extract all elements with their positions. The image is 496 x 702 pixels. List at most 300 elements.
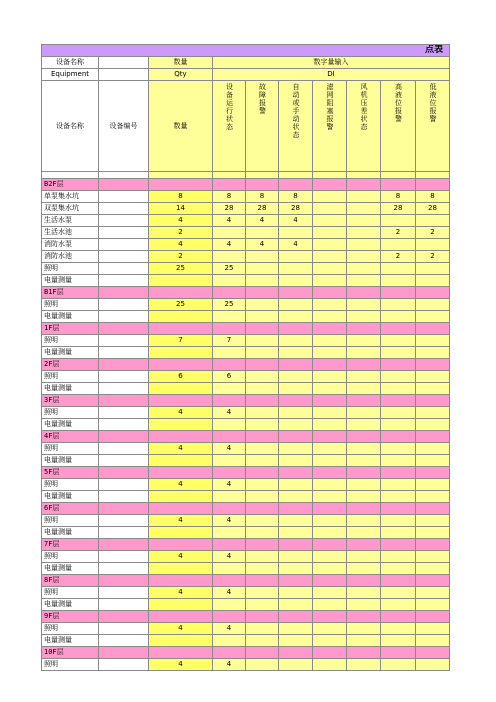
di-value-cell: [381, 239, 416, 251]
floor-cell: [99, 395, 149, 407]
spacer-cell: [381, 172, 416, 179]
di-value-cell: [213, 347, 246, 359]
di-value-cell: 4: [213, 215, 246, 227]
di-value-cell: [347, 587, 381, 599]
spacer-cell: [42, 172, 99, 179]
di-value-cell: [416, 527, 450, 539]
quantity-cell: 8: [149, 191, 213, 203]
spacer-cell: [416, 172, 450, 179]
equipment-code: [99, 407, 149, 419]
di-value-cell: [347, 527, 381, 539]
di-value-cell: [381, 551, 416, 563]
di-value-cell: [213, 275, 246, 287]
di-value-cell: 2: [381, 251, 416, 263]
di-value-cell: [313, 191, 347, 203]
di-value-cell: [313, 299, 347, 311]
floor-cell: [246, 575, 279, 587]
di-value-cell: [313, 311, 347, 323]
header-name-cn: 设备名称: [42, 57, 99, 69]
di-value-cell: [279, 263, 313, 275]
floor-cell: [149, 287, 213, 299]
di-value-cell: [381, 215, 416, 227]
equipment-code: [99, 599, 149, 611]
equipment-name: 电量测量: [42, 275, 99, 287]
quantity-cell: 4: [149, 551, 213, 563]
floor-row: [42, 575, 450, 587]
floor-cell: [347, 647, 381, 659]
floor-cell: [213, 287, 246, 299]
di-value-cell: [416, 419, 450, 431]
quantity-cell: 4: [149, 515, 213, 527]
floor-cell: [213, 323, 246, 335]
di-value-cell: [279, 623, 313, 635]
header-name-en: Equipment: [42, 69, 99, 81]
di-value-cell: [416, 599, 450, 611]
floor-cell: [347, 395, 381, 407]
floor-label: B2F层: [42, 179, 99, 191]
di-value-cell: [347, 335, 381, 347]
quantity-cell: 4: [149, 623, 213, 635]
table-row: [42, 635, 450, 647]
di-value-cell: [381, 371, 416, 383]
floor-cell: [313, 647, 347, 659]
di-value-cell: [347, 419, 381, 431]
di-value-cell: [381, 635, 416, 647]
di-value-cell: 4: [213, 551, 246, 563]
floor-cell: [416, 323, 450, 335]
floor-cell: [347, 503, 381, 515]
quantity-cell: 4: [149, 215, 213, 227]
di-value-cell: 8: [279, 191, 313, 203]
equipment-name: 照明: [42, 587, 99, 599]
di-value-cell: [416, 659, 450, 671]
di-value-cell: [347, 635, 381, 647]
di-value-cell: [313, 407, 347, 419]
di-value-cell: [279, 407, 313, 419]
equipment-code: [99, 335, 149, 347]
equipment-name: 电量测量: [42, 491, 99, 503]
di-value-cell: [347, 479, 381, 491]
floor-cell: [246, 323, 279, 335]
table-row: [42, 527, 450, 539]
di-value-cell: [347, 659, 381, 671]
di-value-cell: [279, 335, 313, 347]
floor-row: [42, 431, 450, 443]
header-di-label: 高液位报警: [394, 83, 403, 123]
di-value-cell: 25: [213, 263, 246, 275]
di-value-cell: [246, 263, 279, 275]
equipment-code: [99, 275, 149, 287]
di-value-cell: [246, 563, 279, 575]
spacer-cell: [313, 172, 347, 179]
di-value-cell: [213, 227, 246, 239]
equipment-code: [99, 299, 149, 311]
di-value-cell: [313, 551, 347, 563]
floor-cell: [347, 323, 381, 335]
floor-cell: [279, 539, 313, 551]
floor-cell: [381, 287, 416, 299]
table-row: [42, 551, 450, 563]
di-value-cell: [347, 563, 381, 575]
floor-cell: [246, 647, 279, 659]
floor-row: [42, 395, 450, 407]
di-value-cell: [279, 311, 313, 323]
quantity-cell: 4: [149, 239, 213, 251]
floor-cell: [347, 611, 381, 623]
di-value-cell: [381, 587, 416, 599]
table-row: [42, 275, 450, 287]
floor-cell: [279, 395, 313, 407]
di-value-cell: [347, 443, 381, 455]
equipment-name: 电量测量: [42, 311, 99, 323]
di-value-cell: [313, 587, 347, 599]
table-row: [42, 659, 450, 671]
floor-cell: [416, 467, 450, 479]
di-value-cell: 4: [213, 407, 246, 419]
table-row: [42, 419, 450, 431]
equipment-name: 消防水泵: [42, 239, 99, 251]
di-value-cell: [313, 215, 347, 227]
di-value-cell: [246, 383, 279, 395]
di-value-cell: [381, 419, 416, 431]
floor-cell: [313, 467, 347, 479]
quantity-cell: [149, 311, 213, 323]
di-value-cell: [213, 491, 246, 503]
floor-cell: [99, 575, 149, 587]
floor-cell: [313, 611, 347, 623]
di-value-cell: [347, 215, 381, 227]
floor-cell: [99, 179, 149, 191]
equipment-name: 电量测量: [42, 455, 99, 467]
equipment-code: [99, 239, 149, 251]
title-cell: [42, 45, 450, 57]
floor-cell: [246, 503, 279, 515]
di-value-cell: [279, 371, 313, 383]
floor-cell: [149, 431, 213, 443]
table-row: [42, 299, 450, 311]
di-value-cell: [213, 563, 246, 575]
floor-cell: [279, 179, 313, 191]
equipment-name: 照明: [42, 623, 99, 635]
di-value-cell: [279, 515, 313, 527]
di-value-cell: [213, 527, 246, 539]
di-value-cell: 4: [213, 443, 246, 455]
floor-cell: [279, 287, 313, 299]
floor-cell: [149, 647, 213, 659]
floor-cell: [149, 467, 213, 479]
equipment-code: [99, 491, 149, 503]
di-value-cell: 2: [416, 227, 450, 239]
di-value-cell: [381, 527, 416, 539]
equipment-code: [99, 479, 149, 491]
header-di-col: [313, 81, 347, 172]
di-value-cell: [279, 251, 313, 263]
floor-cell: [279, 323, 313, 335]
floor-cell: [99, 323, 149, 335]
floor-cell: [313, 503, 347, 515]
di-value-cell: [313, 491, 347, 503]
table-row: [42, 371, 450, 383]
table-row: [42, 455, 450, 467]
floor-label: 7F层: [42, 539, 99, 551]
floor-cell: [381, 359, 416, 371]
floor-cell: [381, 395, 416, 407]
spacer-cell: [99, 172, 149, 179]
di-value-cell: [279, 659, 313, 671]
di-value-cell: [213, 251, 246, 263]
equipment-name: 照明: [42, 659, 99, 671]
floor-cell: [279, 431, 313, 443]
di-value-cell: 4: [246, 239, 279, 251]
equipment-code: [99, 623, 149, 635]
floor-cell: [99, 431, 149, 443]
floor-cell: [279, 611, 313, 623]
floor-cell: [149, 611, 213, 623]
di-value-cell: [279, 587, 313, 599]
di-value-cell: [381, 263, 416, 275]
floor-cell: [99, 611, 149, 623]
floor-cell: [381, 611, 416, 623]
di-value-cell: 6: [213, 371, 246, 383]
floor-cell: [416, 575, 450, 587]
equipment-code: [99, 263, 149, 275]
floor-cell: [246, 179, 279, 191]
floor-cell: [313, 179, 347, 191]
quantity-cell: [149, 383, 213, 395]
floor-cell: [381, 467, 416, 479]
floor-cell: [149, 179, 213, 191]
di-value-cell: 8: [213, 191, 246, 203]
floor-row: [42, 467, 450, 479]
quantity-cell: 2: [149, 227, 213, 239]
quantity-cell: 2: [149, 251, 213, 263]
di-value-cell: [279, 635, 313, 647]
di-value-cell: [246, 371, 279, 383]
floor-cell: [246, 395, 279, 407]
di-value-cell: [246, 227, 279, 239]
di-value-cell: [381, 383, 416, 395]
equipment-code: [99, 527, 149, 539]
table-row: [42, 227, 450, 239]
header-di-label: 滤网阻塞报警: [326, 83, 334, 131]
di-value-cell: [313, 251, 347, 263]
di-value-cell: [347, 407, 381, 419]
floor-cell: [313, 323, 347, 335]
di-value-cell: [381, 479, 416, 491]
quantity-cell: [149, 527, 213, 539]
equipment-name: 照明: [42, 407, 99, 419]
floor-cell: [313, 431, 347, 443]
header-di-label: 风机压差状态: [360, 83, 368, 131]
equipment-code: [99, 203, 149, 215]
quantity-cell: 4: [149, 479, 213, 491]
floor-cell: [313, 359, 347, 371]
floor-cell: [213, 647, 246, 659]
quantity-cell: 25: [149, 299, 213, 311]
di-value-cell: [416, 275, 450, 287]
di-value-cell: 4: [213, 587, 246, 599]
di-value-cell: [279, 455, 313, 467]
di-value-cell: [416, 491, 450, 503]
equipment-code: [99, 551, 149, 563]
di-value-cell: [313, 419, 347, 431]
di-value-cell: [416, 299, 450, 311]
di-value-cell: [313, 479, 347, 491]
floor-cell: [313, 539, 347, 551]
spacer-cell: [246, 172, 279, 179]
floor-cell: [149, 539, 213, 551]
floor-row: [42, 179, 450, 191]
floor-cell: [213, 395, 246, 407]
di-value-cell: [416, 383, 450, 395]
floor-label: 2F层: [42, 359, 99, 371]
table-row: [42, 515, 450, 527]
floor-cell: [246, 467, 279, 479]
di-value-cell: [313, 347, 347, 359]
di-value-cell: [347, 515, 381, 527]
floor-cell: [213, 179, 246, 191]
di-value-cell: [313, 203, 347, 215]
equipment-name: 照明: [42, 515, 99, 527]
floor-label: 1F层: [42, 323, 99, 335]
table-row: [42, 263, 450, 275]
floor-row: [42, 647, 450, 659]
floor-cell: [246, 287, 279, 299]
di-value-cell: [416, 551, 450, 563]
di-value-cell: [279, 599, 313, 611]
di-value-cell: [313, 635, 347, 647]
spacer-cell: [149, 172, 213, 179]
floor-label: 6F层: [42, 503, 99, 515]
di-value-cell: [347, 227, 381, 239]
table-row: [42, 491, 450, 503]
di-value-cell: [279, 527, 313, 539]
floor-cell: [416, 287, 450, 299]
di-value-cell: 28: [381, 203, 416, 215]
di-value-cell: [246, 491, 279, 503]
equipment-name: 电量测量: [42, 527, 99, 539]
di-value-cell: [313, 599, 347, 611]
header-di-en: DI: [213, 69, 450, 81]
floor-cell: [149, 395, 213, 407]
di-value-cell: [213, 599, 246, 611]
di-value-cell: [313, 335, 347, 347]
di-value-cell: [313, 227, 347, 239]
header-di-col: [213, 81, 246, 172]
table-row: [42, 383, 450, 395]
di-value-cell: [246, 551, 279, 563]
equipment-code: [99, 191, 149, 203]
di-value-cell: 25: [213, 299, 246, 311]
floor-cell: [416, 431, 450, 443]
floor-cell: [416, 647, 450, 659]
floor-label: 5F层: [42, 467, 99, 479]
di-value-cell: [416, 623, 450, 635]
di-value-cell: [347, 251, 381, 263]
di-value-cell: [416, 455, 450, 467]
di-value-cell: [246, 659, 279, 671]
table-row: [42, 623, 450, 635]
di-value-cell: [246, 527, 279, 539]
di-value-cell: [416, 347, 450, 359]
header-blank: [99, 57, 149, 69]
equipment-code: [99, 371, 149, 383]
quantity-cell: 14: [149, 203, 213, 215]
di-value-cell: [381, 275, 416, 287]
floor-cell: [381, 647, 416, 659]
di-value-cell: [279, 383, 313, 395]
di-value-cell: [347, 239, 381, 251]
di-value-cell: 28: [416, 203, 450, 215]
header-quantity: 数量: [149, 81, 213, 172]
floor-cell: [313, 287, 347, 299]
quantity-cell: 25: [149, 263, 213, 275]
di-value-cell: [246, 623, 279, 635]
di-value-cell: [246, 275, 279, 287]
di-value-cell: [279, 347, 313, 359]
di-value-cell: [381, 347, 416, 359]
equipment-code: [99, 251, 149, 263]
floor-label: 9F层: [42, 611, 99, 623]
header-di-col: [416, 81, 450, 172]
floor-cell: [416, 359, 450, 371]
di-value-cell: [347, 371, 381, 383]
header-equipment-name: 设备名称: [42, 81, 99, 172]
equipment-code: [99, 227, 149, 239]
floor-cell: [416, 179, 450, 191]
di-value-cell: [279, 443, 313, 455]
di-value-cell: [279, 227, 313, 239]
di-value-cell: [347, 311, 381, 323]
di-value-cell: [279, 563, 313, 575]
floor-cell: [99, 647, 149, 659]
di-value-cell: [381, 599, 416, 611]
equipment-code: [99, 311, 149, 323]
di-value-cell: [213, 383, 246, 395]
floor-row: [42, 503, 450, 515]
equipment-name: 照明: [42, 479, 99, 491]
floor-cell: [149, 323, 213, 335]
floor-cell: [99, 287, 149, 299]
floor-cell: [279, 467, 313, 479]
floor-cell: [381, 539, 416, 551]
spacer-cell: [279, 172, 313, 179]
header-di-label: 设备运行状态: [225, 83, 234, 131]
floor-cell: [381, 179, 416, 191]
di-value-cell: [381, 443, 416, 455]
table-row: [42, 203, 450, 215]
quantity-cell: [149, 347, 213, 359]
di-value-cell: [381, 455, 416, 467]
di-value-cell: [246, 419, 279, 431]
header-di-label: 故障报警: [258, 83, 267, 115]
di-value-cell: [347, 275, 381, 287]
di-value-cell: [279, 491, 313, 503]
equipment-name: 电量测量: [42, 383, 99, 395]
di-value-cell: [213, 311, 246, 323]
floor-cell: [347, 287, 381, 299]
di-value-cell: [347, 299, 381, 311]
di-value-cell: 4: [246, 215, 279, 227]
di-value-cell: [347, 599, 381, 611]
table-row: [42, 563, 450, 575]
di-value-cell: [279, 419, 313, 431]
floor-cell: [213, 611, 246, 623]
floor-label: 3F层: [42, 395, 99, 407]
di-value-cell: 2: [381, 227, 416, 239]
table-row: [42, 443, 450, 455]
di-value-cell: 28: [279, 203, 313, 215]
